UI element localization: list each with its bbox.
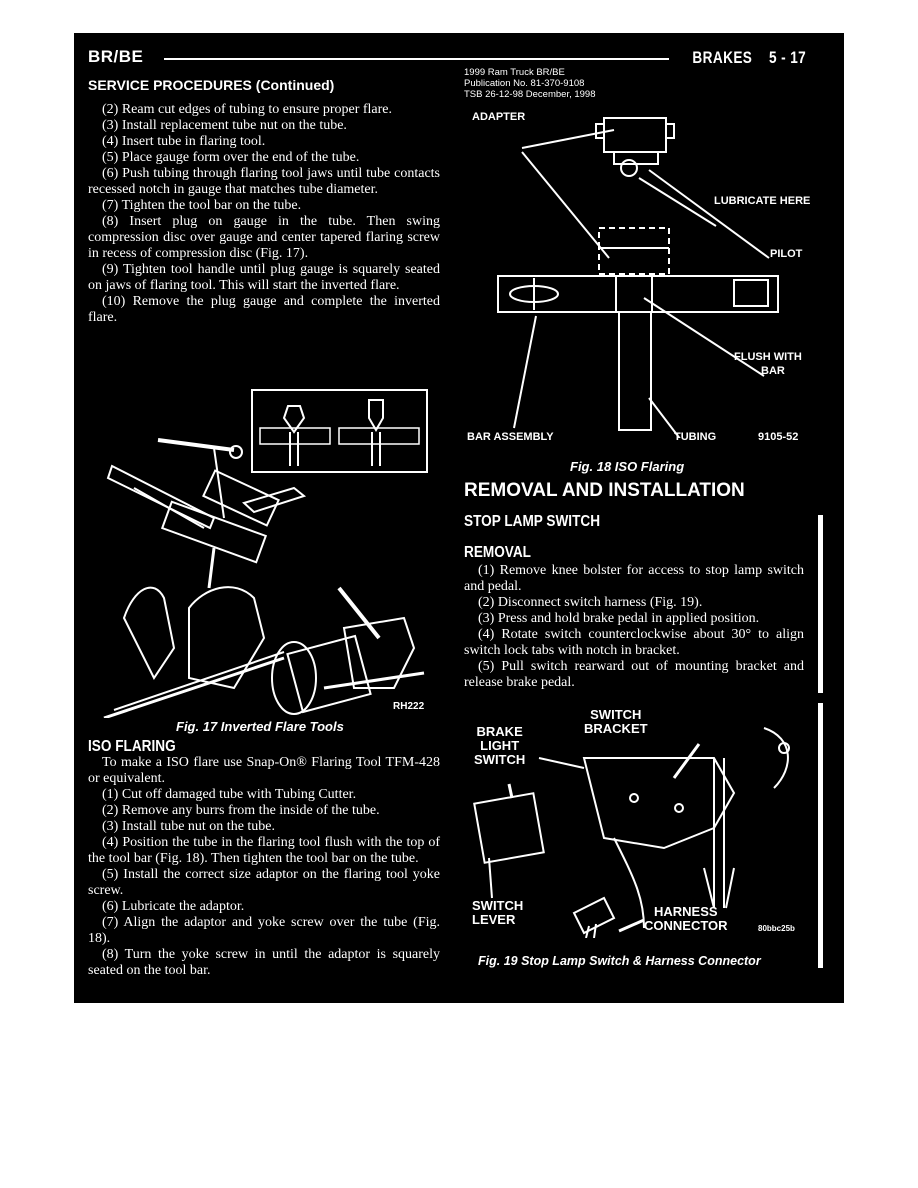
pub-line: Publication No. 81-370-9108: [464, 78, 585, 89]
label-line: LIGHT: [480, 738, 520, 753]
section-title: SERVICE PROCEDURES (Continued): [88, 77, 335, 93]
adapter-block: [604, 118, 666, 152]
step: (6) Lubricate the adaptor.: [102, 899, 245, 914]
switch-bracket: [584, 758, 734, 848]
label-brake-light-switch: [474, 725, 525, 767]
step: (1) Remove knee bolster for access to stop lamp switch and pedal.: [464, 563, 804, 594]
label-line: SWITCH: [474, 752, 526, 767]
step: To make a ISO flare use Snap-On® Flaring Tool TFM-428 or equivalent.: [88, 755, 440, 786]
change-bar: [818, 703, 823, 968]
pub-line: 1999 Ram Truck BR/BE: [464, 67, 565, 78]
brake-light-switch: [474, 793, 544, 863]
step: (1) Cut off damaged tube with Tubing Cutter.: [102, 787, 357, 802]
label-line: SWITCH: [590, 707, 642, 722]
tubing: [619, 312, 651, 430]
label-line: HARNESS: [653, 904, 718, 919]
step: (9) Tighten tool handle until plug gauge is squarely seated on jaws of flaring tool. This will start the inverted flare.: [88, 262, 440, 293]
inverted-flare-tools-illustration: [94, 388, 439, 718]
publication-info: [464, 67, 596, 100]
step: (4) Insert tube in flaring tool.: [102, 134, 266, 149]
harness-connector: [574, 898, 614, 933]
label-line: LEVER: [472, 912, 516, 927]
label-pilot: PILOT: [770, 248, 803, 260]
fig17-code: RH222: [393, 701, 425, 712]
fig17-caption: Fig. 17 Inverted Flare Tools: [176, 719, 344, 734]
step: (2) Disconnect switch harness (Fig. 19).: [478, 595, 703, 610]
step: (8) Insert plug on gauge in the tube. Then swing compression disc over gauge and center tapered flaring screw in recess of compression disc (Fig. 17).: [88, 214, 440, 261]
step: (5) Install the correct size adaptor on the flaring tool yoke screw.: [88, 867, 440, 898]
removal-installation-title: REMOVAL AND INSTALLATION: [464, 480, 745, 501]
step: (4) Rotate switch counterclockwise about 30° to align switch lock tabs with notch in bracket.: [464, 627, 804, 658]
label-adapter: ADAPTER: [472, 111, 526, 123]
step: (3) Press and hold brake pedal in applied position.: [478, 611, 760, 626]
fig19-caption: Fig. 19 Stop Lamp Switch & Harness Connector: [478, 954, 761, 968]
label-switch-bracket: [584, 708, 648, 736]
label-line: CONNECTOR: [644, 918, 728, 933]
step: (4) Position the tube in the flaring tool flush with the top of the tool bar (Fig. 18). Then tighten the tool bar on the tube.: [88, 835, 440, 866]
step: (7) Tighten the tool bar on the tube.: [102, 198, 302, 213]
step: (3) Install replacement tube nut on the tube.: [102, 118, 347, 133]
stop-lamp-switch-title: STOP LAMP SWITCH: [464, 513, 601, 530]
fig18-code: 9105-52: [758, 431, 799, 443]
header-section-page: BRAKES 5 - 17: [692, 48, 806, 67]
step: (6) Push tubing through flaring tool jaws until tube contacts recessed notch in gauge that matches tube diameter.: [88, 166, 440, 197]
step: (2) Remove any burrs from the inside of the tube.: [102, 803, 380, 818]
step: (10) Remove the plug gauge and complete the inverted flare.: [88, 294, 440, 325]
header-model: BR/BE: [88, 47, 144, 66]
step: (5) Pull switch rearward out of mounting bracket and release brake pedal.: [464, 659, 804, 690]
label-line: SWITCH: [472, 898, 524, 913]
step: (7) Align the adaptor and yoke screw over the tube (Fig. 18).: [88, 915, 440, 946]
removal-section: [464, 545, 804, 691]
step: (3) Install tube nut on the tube.: [102, 819, 276, 834]
manual-page: [74, 33, 844, 1003]
label-line: BRAKE: [476, 724, 523, 739]
header-rule: [164, 58, 669, 60]
removal-title: REMOVAL: [464, 544, 531, 561]
change-bar: [818, 515, 823, 693]
label-harness-connector: [644, 905, 728, 933]
fig18-caption: Fig. 18 ISO Flaring: [570, 459, 685, 474]
label-switch-lever: [472, 899, 523, 927]
step: (2) Ream cut edges of tubing to ensure proper flare.: [102, 102, 393, 117]
iso-flaring-illustration: [464, 108, 809, 438]
step: (8) Turn the yoke screw in until the adaptor is squarely seated on the tool bar.: [88, 947, 440, 978]
left-column-top: [88, 77, 440, 326]
label-line: BRACKET: [584, 721, 648, 736]
fig19-code: 80bbc25b: [758, 924, 795, 933]
label-tubing: TUBING: [674, 431, 717, 443]
left-column-bottom: [88, 739, 440, 979]
step: (5) Place gauge form over the end of the tube.: [102, 150, 360, 165]
label-bar: BAR: [761, 365, 785, 377]
iso-flaring-title: ISO FLARING: [88, 738, 176, 755]
label-bar-assembly: BAR ASSEMBLY: [467, 431, 554, 443]
pub-line: TSB 26-12-98 December, 1998: [464, 89, 596, 100]
label-flush-with: FLUSH WITH: [734, 351, 802, 363]
label-lubricate-here: LUBRICATE HERE: [714, 195, 811, 207]
